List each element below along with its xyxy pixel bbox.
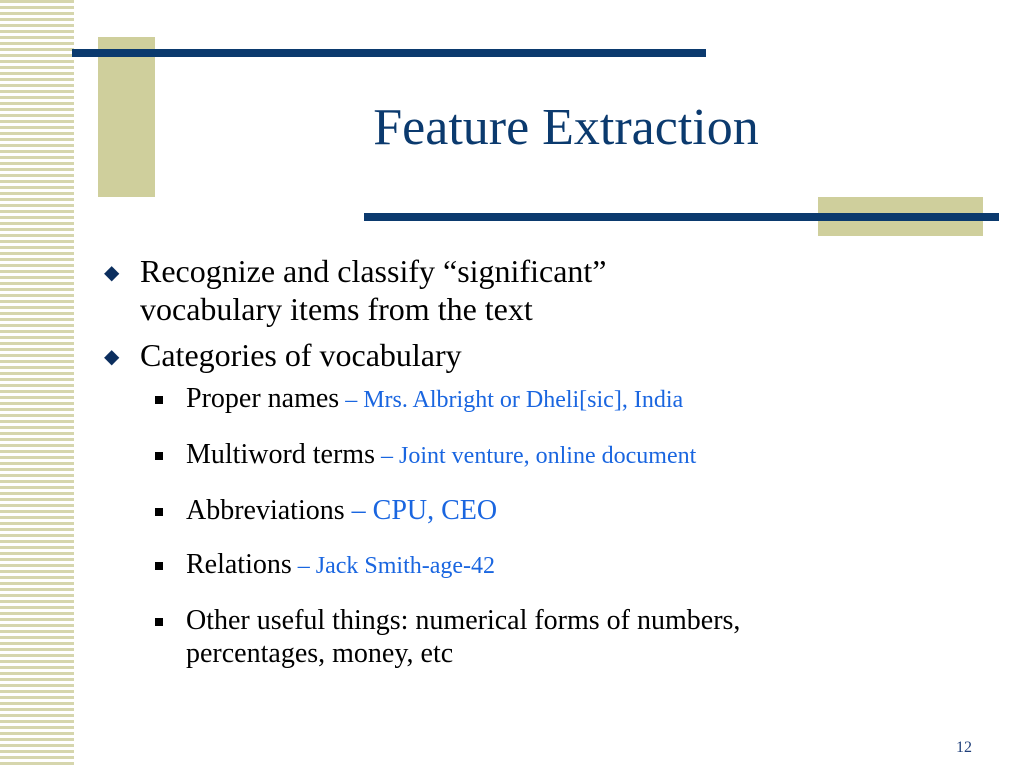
square-bullet-icon bbox=[155, 452, 163, 460]
sub-bullet-item bbox=[152, 438, 1004, 473]
bullet-item bbox=[104, 252, 1004, 328]
sub-bullet-term: Proper names bbox=[186, 383, 340, 414]
slide-title: Feature Extraction bbox=[373, 99, 759, 156]
sub-bullet-item bbox=[152, 382, 1004, 417]
sub-bullet-example: – Mrs. Albright or Dheli[sic], India bbox=[339, 387, 684, 413]
page-number: 12 bbox=[956, 739, 972, 756]
square-bullet-icon bbox=[155, 562, 163, 570]
sub-bullet-term: Relations bbox=[186, 549, 292, 580]
sub-bullet-term: Multiword terms bbox=[186, 439, 375, 470]
sub-bullet-list bbox=[152, 382, 1004, 670]
sub-bullet-item bbox=[152, 548, 1004, 583]
sub-bullet-item bbox=[152, 494, 1004, 527]
square-bullet-icon bbox=[155, 508, 163, 516]
sub-bullet-item bbox=[152, 604, 1004, 670]
title-rule-bottom bbox=[364, 213, 999, 221]
bullet-text-line: Recognize and classify “significant” bbox=[140, 253, 607, 289]
title-rule-top bbox=[72, 49, 706, 57]
slide-content bbox=[104, 252, 1004, 691]
bullet-text-line: vocabulary items from the text bbox=[140, 291, 533, 327]
square-bullet-icon bbox=[155, 618, 163, 626]
diamond-bullet-icon: ◆ bbox=[104, 346, 120, 368]
sub-bullet-term-line: Other useful things: numerical forms of numbers, bbox=[186, 605, 741, 636]
bullet-text: Categories of vocabulary bbox=[140, 337, 462, 373]
accent-block-top bbox=[98, 37, 155, 197]
sub-bullet-example: – CPU, CEO bbox=[344, 495, 498, 526]
sub-bullet-example: – Jack Smith-age-42 bbox=[291, 553, 496, 579]
square-bullet-icon bbox=[155, 396, 163, 404]
bullet-item bbox=[104, 336, 1004, 374]
diamond-bullet-icon: ◆ bbox=[104, 262, 120, 284]
sub-bullet-term-line: percentages, money, etc bbox=[186, 638, 454, 669]
sub-bullet-term: Abbreviations bbox=[186, 495, 345, 526]
sub-bullet-example: – Joint venture, online document bbox=[375, 443, 697, 469]
left-stripe-decoration bbox=[0, 0, 74, 768]
